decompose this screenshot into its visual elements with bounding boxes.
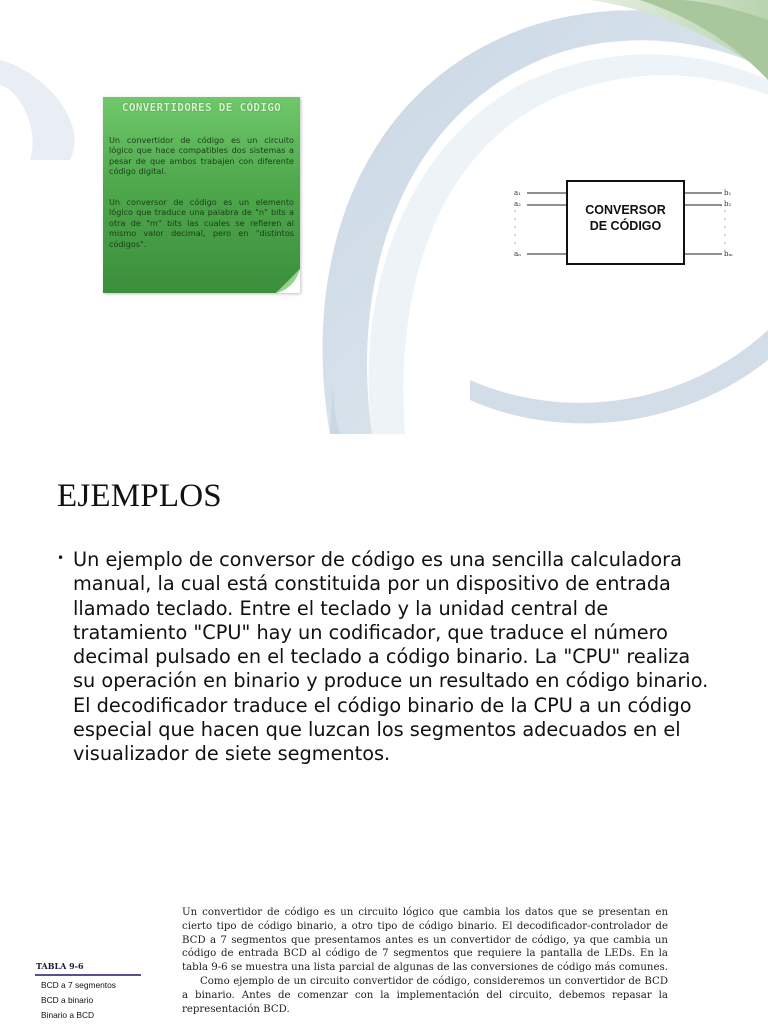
block-label-line1: CONVERSOR xyxy=(585,203,666,217)
converter-block xyxy=(566,180,685,265)
table-item: Binario a BCD xyxy=(41,1010,95,1020)
bullet-text: Un ejemplo de conversor de código es una sencilla calculadora manual, la cual está constituida por un dispositivo de entrada llamado teclado. Entre el teclado y la unidad central de tratamiento "CPU" hay un codificador, que traduce el número decimal pulsado en el teclado a código binario. La "CPU" realiza su operación en binario y produce un resultado en código binario. El decodificador traduce el código binario de la CPU a un código especial que hacen que luzcan los segmentos adecuados en el visualizador de siete segmentos. xyxy=(73,548,709,766)
book-paragraph-1: Un convertidor de código es un circuito lógico que cambia los datos que se presentan en cierto tipo de código binario, a otro tipo de código binario. El decodificador-controlador de BCD a 7 segmentos que presentamos antes es un convertidor de código, ya que cambia un código de entrada BCD al código de 7 segmentos que requiere la pantalla de LEDs. En la tabla 9-6 se muestra una lista parcial de algunas de las conversiones de código más comunes. xyxy=(182,907,668,974)
output-label-b2: b₂ xyxy=(724,200,732,208)
slide-convertidores xyxy=(0,0,768,434)
block-label-line2: DE CÓDIGO xyxy=(589,219,662,233)
output-ellipsis: · · · · · xyxy=(723,207,727,248)
table-rule xyxy=(35,974,141,976)
slide-heading: EJEMPLOS xyxy=(57,478,222,514)
output-label-bm: bₘ xyxy=(724,250,733,258)
book-paragraph-2: Como ejemplo de un circuito convertidor de código, consideremos un convertidor de BCD a binario. Antes de comenzar con la implementación del circuito, debemos repasar la representación BCD. xyxy=(182,975,668,1015)
card-paragraph-2: Un conversor de código es un elemento lógico que traduce una palabra de "n" bits a otra de "m" bits las cuales se refieren al mismo valor decimal, pero en "distintos códigos". xyxy=(109,197,294,249)
input-label-an: aₙ xyxy=(514,250,522,258)
table-item: BCD a binario xyxy=(41,995,94,1005)
bullet-icon: • xyxy=(57,551,65,565)
input-label-a1: a₁ xyxy=(514,189,521,197)
slide-book-excerpt xyxy=(0,890,768,1024)
slide-ejemplos xyxy=(0,452,768,872)
input-label-a2: a₂ xyxy=(514,200,521,208)
table-item: BCD a 7 segmentos xyxy=(41,980,116,990)
table-title: TABLA 9-6 xyxy=(36,961,84,971)
book-paragraph xyxy=(182,906,668,1016)
card-title: CONVERTIDORES DE CÓDIGO xyxy=(121,101,282,114)
input-ellipsis: · · · · · xyxy=(513,207,517,248)
card-paragraph-1: Un convertidor de código es un circuito lógico que hace compatibles dos sistemas a pesar de que ambos trabajen con diferente código digital. xyxy=(109,135,294,177)
output-label-b1: b₁ xyxy=(724,189,732,197)
